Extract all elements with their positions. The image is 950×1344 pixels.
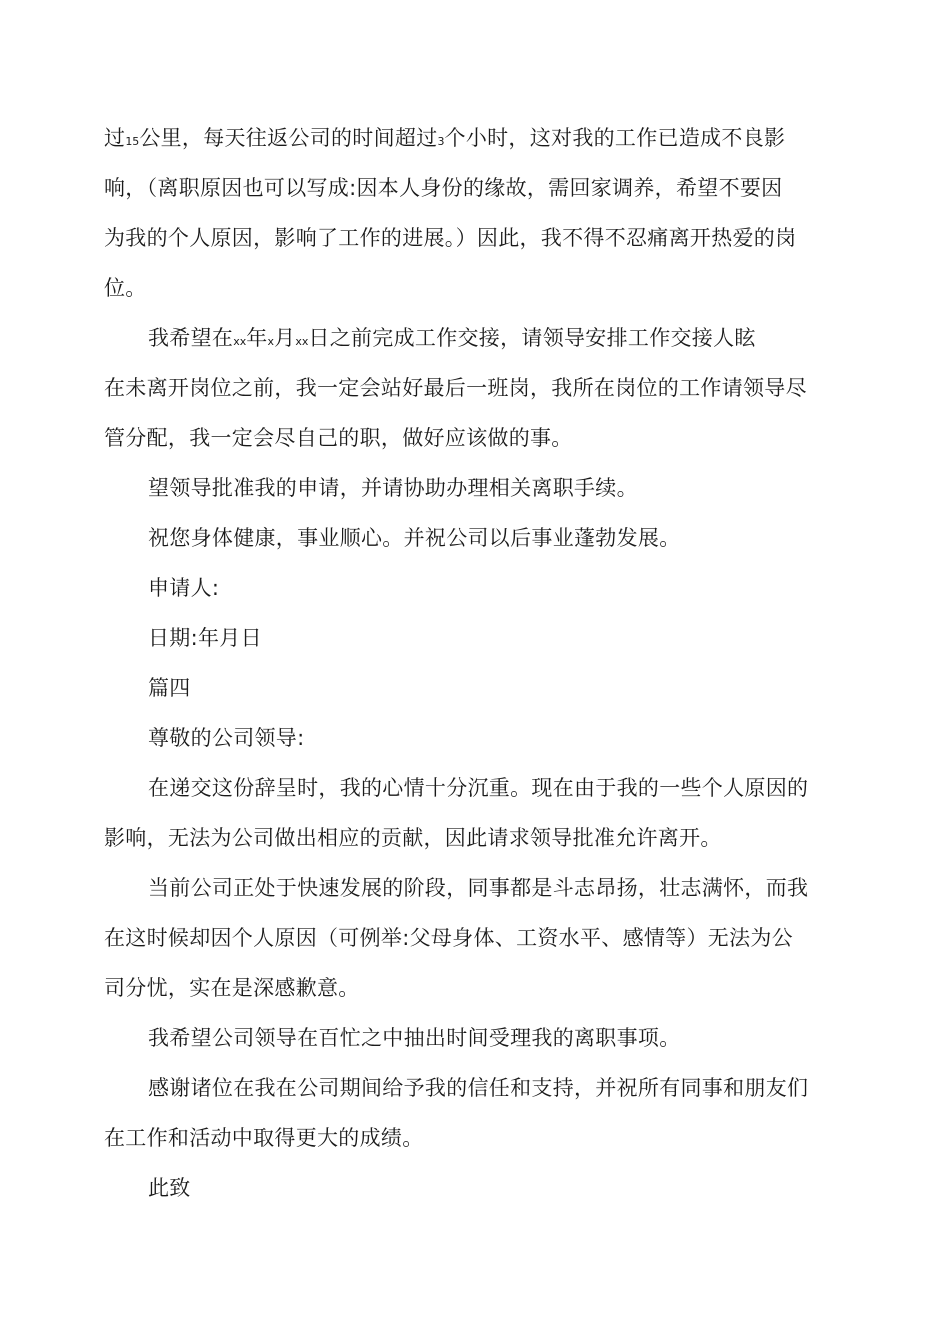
paragraph-line: 管分配，我一定会尽自己的职，做好应该做的事。 (104, 426, 573, 450)
salutation: 尊敬的公司领导: (148, 726, 305, 750)
paragraph-line: 在未离开岗位之前，我一定会站好最后一班岗，我所在岗位的工作请领导尽 (104, 376, 807, 400)
text-run: 过 (104, 126, 126, 150)
text-run: 日之前完成工作交接，请领导安排工作交接人眩 (308, 326, 756, 350)
text-run: 月 (274, 326, 296, 350)
date-label: 日期:年月日 (148, 626, 262, 650)
date-placeholder: xx (233, 335, 247, 348)
date-placeholder: x (267, 335, 275, 348)
paragraph-line (148, 323, 756, 357)
paragraph-line: 在工作和活动中取得更大的成绩。 (104, 1126, 424, 1150)
paragraph-line: 在递交这份辞呈时，我的心情十分沉重。现在由于我的一些个人原因的 (148, 776, 809, 800)
paragraph-line: 当前公司正处于快速发展的阶段，同事都是斗志昂扬，壮志满怀，而我 (148, 876, 809, 900)
paragraph-line: 在这时候却因个人原因（可例举:父母身体、工资水平、感情等）无法为公 (104, 926, 793, 950)
signature-label: 申请人: (148, 576, 220, 600)
section-heading: 篇四 (148, 676, 191, 700)
paragraph-line: 位。 (104, 276, 147, 300)
paragraph-line: 望领导批准我的申请，并请协助办理相关离职手续。 (148, 476, 638, 500)
paragraph-line: 为我的个人原因，影响了工作的进展。）因此，我不得不忍痛离开热爱的岗 (104, 226, 797, 250)
text-run: 我希望在 (148, 326, 234, 350)
closing-phrase: 此致 (148, 1176, 191, 1200)
text-run: 公里，每天往返公司的时间超过 (139, 126, 438, 150)
text-run: 年 (246, 326, 268, 350)
paragraph-line: 司分忧，实在是深感歉意。 (104, 976, 360, 1000)
paragraph-line: 祝您身体健康，事业顺心。并祝公司以后事业蓬勃发展。 (148, 526, 681, 550)
number-run: 3 (437, 135, 445, 148)
paragraph-line: 我希望公司领导在百忙之中抽出时间受理我的离职事项。 (148, 1026, 681, 1050)
text-run: 个小时，这对我的工作已造成不良影 (444, 126, 786, 150)
paragraph-line: 响，（离职原因也可以写成:因本人身份的缘故，需回家调养，希望不要因 (104, 176, 783, 200)
date-placeholder: xx (295, 335, 309, 348)
number-run: 15 (125, 135, 140, 148)
paragraph-line (104, 123, 785, 157)
paragraph-line: 感谢诸位在我在公司期间给予我的信任和支持，并祝所有同事和朋友们 (148, 1076, 809, 1100)
paragraph-line: 影响，无法为公司做出相应的贡献，因此请求领导批准允许离开。 (104, 826, 722, 850)
